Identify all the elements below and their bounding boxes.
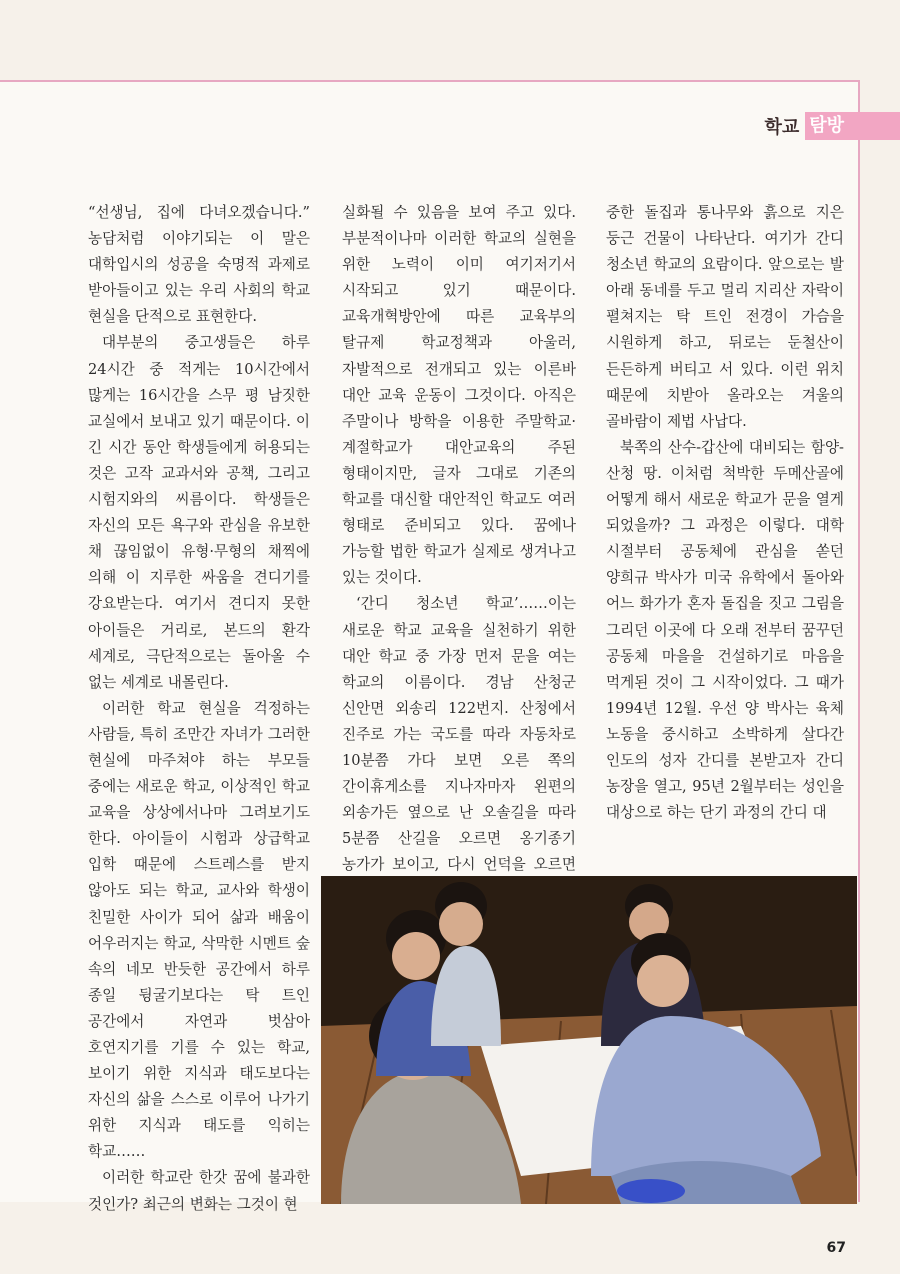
paragraph: 북쪽의 산수-갑산에 대비되는 함양-산청 땅. 이처럼 척박한 두메산골에 어떻게 해서 새로운 학교가 문을 열게 되었을까? 그 과정은 이렇다. 대학 시절부터 공동체에 관심을 쏟던 양희규 박사가 미국 유학에서 돌아와 어느 화가가 혼자 돌집을 짓고 그림을 그리던 이곳에 다 오래 전부터 꿈꾸던 공동체 마을을 건설하기로 마음을 먹게된 것이 그 시작이었다. 그 때가 1994년 12월. 우선 양 박사는 육체 노동을 중시하고 소박하게 살다간 인도의 성자 간디를 본받고자 간디 농장을 열고, 95년 2월부터는 성인을 대상으로 하는 단기 과정의 간디 대 [606,438,844,822]
paragraph: 대부분의 중고생들은 하루 24시간 중 적게는 10시간에서 많게는 16시간을 스무 평 남짓한 교실에서 보내고 있기 때문이다. 이 긴 시간 동안 학생들에게 허용되는 것은 고작 교과서와 공책, 그리고 시험지와의 씨름이다. 학생들은 자신의 모든 욕구와 관심을 유보한 채 끊임없이 유형·무형의 채찍에 의해 이 지루한 싸움을 견디기를 강요받는다. 여기서 견디지 못한 아이들은 거리로, 본드의 환각 세계로, 극단적으로는 돌아올 수 없는 세계로 내몰린다. [88,334,310,691]
section-tag-school: 학교 [764,117,800,138]
paragraph: “선생님, 집에 다녀오겠습니다.” 농담처럼 이야기되는 이 말은 대학입시의 성공을 숙명적 과제로 받아들이고 있는 우리 사회의 학교 현실을 단적으로 표현한다. [88,204,310,326]
page-number: 67 [826,1240,846,1256]
photo-children-drawing [321,876,857,1204]
section-tag [764,112,900,140]
paragraph: 실화될 수 있음을 보여 주고 있다. 부분적이나마 이러한 학교의 실현을 위한 노력이 이미 여기저기서 시작되고 있기 때문이다. 교육개혁방안에 따른 교육부의 탈규제 학교정책과 아울러, 자발적으로 전개되고 있는 이른바 대안 교육 운동이 그것이다. 아직은 주말이나 방학을 이용한 주말학교·계절학교가 대안교육의 주된 형태이지만, 글자 그대로 기존의 학교를 대신할 대안적인 학교도 여러 형태로 준비되고 있다. 꿈에나 가능할 법한 학교가 실제로 생겨나고 있는 것이다. [342,204,576,587]
section-tag-visit: 탐방 [805,112,900,140]
text-column-3 [606,200,844,826]
paragraph: 중한 돌집과 통나무와 흙으로 지은 둥근 건물이 나타난다. 여기가 간디 청소년 학교의 요람이다. 앞으로는 발 아래 동네를 두고 멀리 지리산 자락이 펼쳐지는 탁 트인 전경이 가슴을 시원하게 하고, 뒤로는 둔철산이 든든하게 버티고 서 있다. 이런 위치 때문에 치받아 올라오는 겨울의 골바람이 제법 사납다. [606,204,844,430]
text-column-2 [342,200,576,931]
text-column-1 [88,200,310,1218]
paragraph: 이러한 학교란 한갓 꿈에 불과한 것인가? 최근의 변화는 그것이 현 [88,1169,310,1213]
paragraph: 이러한 학교 현실을 걱정하는 사람들, 특히 조만간 자녀가 그러한 현실에 마주쳐야 하는 부모들 중에는 새로운 학교, 이상적인 학교 교육을 상상에서나마 그려보기도 한다. 아이들이 시험과 상급학교 입학 때문에 스트레스를 받지 않아도 되는 학교, 교사와 학생이 친밀한 사이가 되어 삶과 배움이 어우러지는 학교, 삭막한 시멘트 숲 속의 네모 반듯한 공간에서 하루 종일 뒹굴기보다는 탁 트인 공간에서 자연과 벗삼아 호연지기를 기를 수 있는 학교, 보이기 위한 지식과 태도보다는 자신의 삶을 스스로 이루어 나가기 위한 지식과 태도를 익히는 학교…… [88,699,310,1161]
paragraph: ‘간디 청소년 학교’……이는 새로운 학교 교육을 실천하기 위한 대안 학교 중 가장 먼저 문을 여는 학교의 이름이다. 경남 산청군 신안면 외송리 122번지. 산청에서 진주로 가는 국도를 따라 자동차로 10분쯤 가다 보면 오른 쪽의 간이휴게소를 지나자마자 왼편의 외송가든 옆으로 난 오솔길을 따라 5분쯤 산길을 오르면 옹기종기 농가가 보이고, 다시 언덕을 오르면 [342,595,576,874]
